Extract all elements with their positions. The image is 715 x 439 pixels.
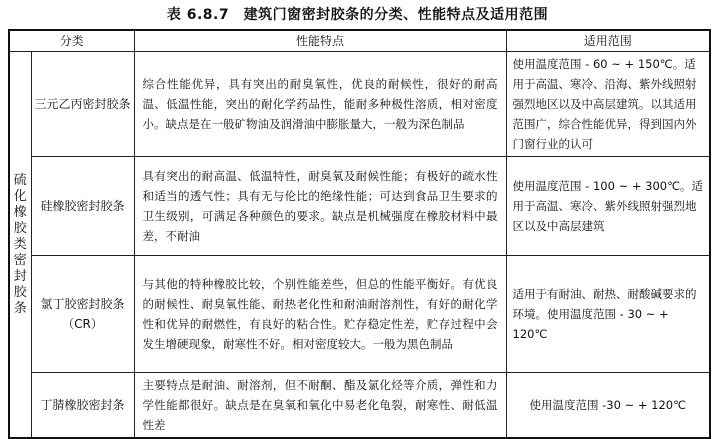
group-label-char: 胶 bbox=[13, 220, 27, 236]
group-label-char: 密 bbox=[13, 252, 27, 268]
table-row bbox=[9, 52, 710, 157]
header-category: 分类 bbox=[9, 30, 134, 52]
table-header-row bbox=[9, 30, 710, 52]
group-label-char: 胶 bbox=[13, 284, 27, 300]
header-scope: 适用范围 bbox=[506, 30, 710, 52]
group-label-char: 化 bbox=[13, 188, 27, 204]
seal-strip-table bbox=[8, 29, 711, 439]
row-features: 与其他的特种橡胶比较，个别性能差些，但总的性能平衡好。有优良的耐候性、耐臭氧性能、耐热老化性和耐油耐溶剂性，有好的耐化学性和优异的耐燃性，有良好的粘合性。贮存稳定性差，贮存过程中会发生增硬现象，耐寒性不好。相对密度较大。一般为黑色制品 bbox=[134, 256, 506, 373]
table-title: 表 6.8.7 建筑门窗密封胶条的分类、性能特点及适用范围 bbox=[166, 7, 549, 23]
group-label-char: 封 bbox=[13, 268, 27, 284]
group-label-char: 硫 bbox=[13, 172, 27, 188]
table-row bbox=[9, 373, 710, 439]
row-features: 综合性能优异，具有突出的耐臭氧性，优良的耐候性，很好的耐高温、低温性能，突出的耐化学药品性，能耐多种极性溶质，相对密度小。缺点是在一般矿物油及润滑油中膨胀量大，一般为深色制品 bbox=[134, 52, 506, 157]
group-label-char: 类 bbox=[13, 236, 27, 252]
row-features: 具有突出的耐高温、低温特性，耐臭氧及耐候性能；有极好的疏水性和适当的透气性；具有无与伦比的绝缘性能；可达到食品卫生要求的卫生级别，可满足各种颜色的要求。缺点是机械强度在橡胶材料中最差，不耐油 bbox=[134, 157, 506, 256]
group-label-char: 条 bbox=[13, 300, 27, 316]
table-row bbox=[9, 256, 710, 373]
row-scope: 使用温度范围 - 60 ~ + 150℃。适用于高温、寒冷、沿海、紫外线照射强烈地区以及中高层建筑。以其适用范围广，综合性能优异，得到国内外门窗行业的认可 bbox=[506, 52, 710, 157]
row-name: 氯丁胶密封胶条（CR） bbox=[31, 256, 134, 373]
group-label-char: 橡 bbox=[13, 204, 27, 220]
row-name: 硅橡胶密封胶条 bbox=[31, 157, 134, 256]
row-features: 主要特点是耐油、耐溶剂，但不耐酮、酯及氯化烃等介质，弹性和力学性能都很好。缺点是在臭氧和氧化中易老化龟裂，耐寒性、耐低温性差 bbox=[134, 373, 506, 439]
row-scope: 适用于有耐油、耐热、耐酸碱要求的环境。使用温度范围 - 30 ~ + 120℃ bbox=[506, 256, 710, 373]
row-name: 三元乙丙密封胶条 bbox=[31, 52, 134, 157]
row-scope: 使用温度范围 -30 ~ + 120℃ bbox=[506, 373, 710, 439]
group-label bbox=[10, 173, 31, 317]
header-features: 性能特点 bbox=[134, 30, 506, 52]
group-label-cell bbox=[9, 52, 31, 439]
table-row bbox=[9, 157, 710, 256]
row-scope: 使用温度范围 - 100 ~ + 300℃。适用于高温、寒冷、紫外线照射强烈地区以及中高层建筑 bbox=[506, 157, 710, 256]
row-name: 丁腈橡胶密封条 bbox=[31, 373, 134, 439]
